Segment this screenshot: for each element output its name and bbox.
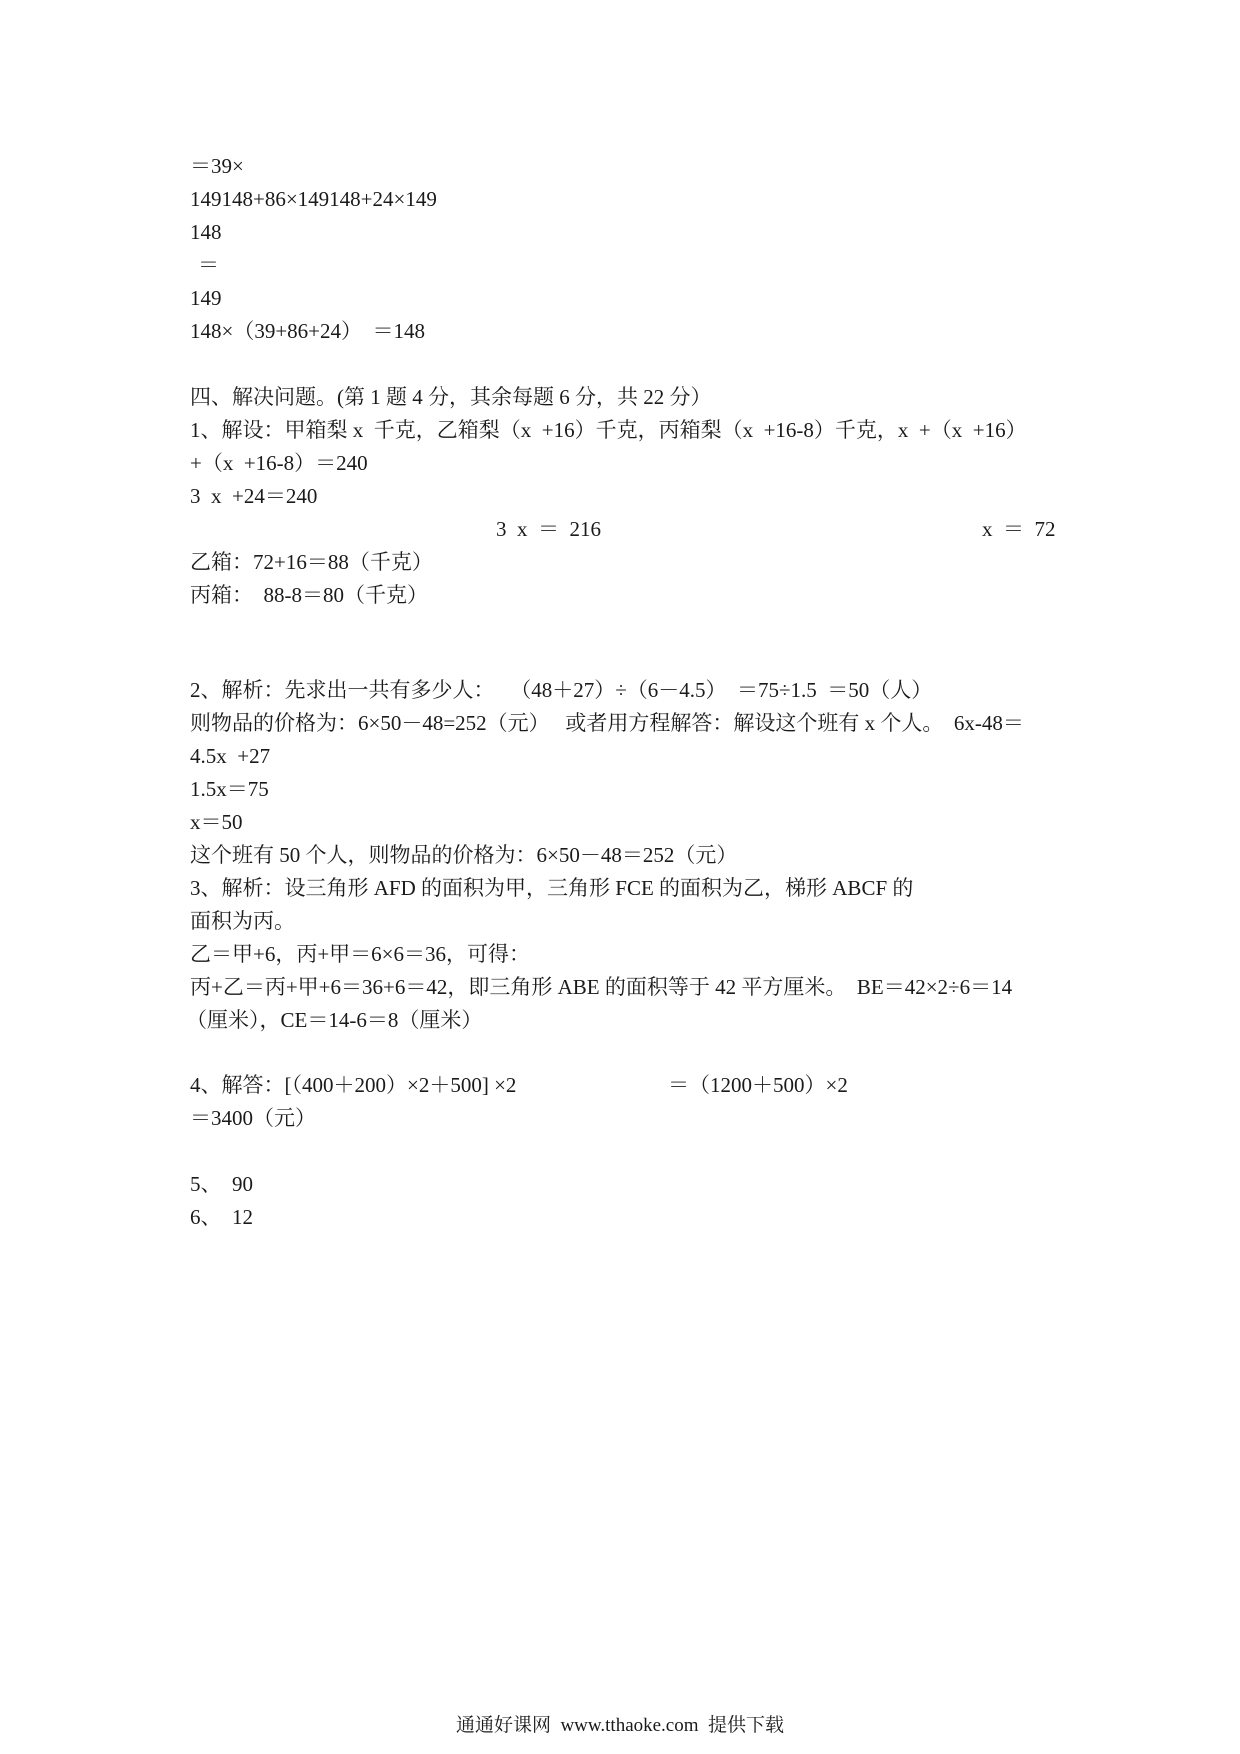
q3-line-4: 丙+乙＝丙+甲+6＝36+6＝42，即三角形 ABE 的面积等于 42 平方厘米。 BE＝42×2÷6＝14 bbox=[190, 975, 1013, 999]
q3-line-5: （厘米），CE＝14-6＝8（厘米） bbox=[186, 1008, 483, 1032]
calc-line-5: 149 bbox=[190, 286, 222, 310]
q1-line-4b: x ＝ 72 bbox=[982, 517, 1056, 541]
calc-line-1: ＝39× bbox=[190, 154, 244, 178]
calc-line-2: 149148+86×149148+24×149 bbox=[190, 187, 437, 211]
q2-line-3: 4.5x +27 bbox=[190, 744, 271, 768]
q1-line-2: +（x +16-8）＝240 bbox=[190, 451, 368, 475]
q3-line-2: 面积为丙。 bbox=[190, 909, 295, 933]
q3-line-1: 3、解析：设三角形 AFD 的面积为甲，三角形 FCE 的面积为乙，梯形 ABCF 的 bbox=[190, 876, 914, 900]
q1-line-6: 丙箱： 88-8＝80（千克） bbox=[190, 583, 428, 607]
q2-line-1: 2、解析：先求出一共有多少人： （48＋27）÷（6－4.5） ＝75÷1.5 ＝50（人） bbox=[190, 678, 933, 702]
calc-line-6: 148×（39+86+24） ＝148 bbox=[190, 319, 426, 343]
q2-line-2: 则物品的价格为：6×50－48=252（元） 或者用方程解答：解设这个班有 x 个人。 6x-48＝ bbox=[190, 711, 1024, 735]
q1-line-4a: 3 x ＝ 216 bbox=[496, 517, 601, 541]
section-heading: 四、解决问题。(第 1 题 4 分，其余每题 6 分，共 22 分） bbox=[190, 385, 712, 409]
q6-answer: 6、 12 bbox=[190, 1205, 253, 1229]
q2-line-5: x＝50 bbox=[190, 810, 243, 834]
q4-line-1b: ＝（1200＋500）×2 bbox=[668, 1073, 848, 1097]
calc-line-3: 148 bbox=[190, 220, 222, 244]
q2-line-4: 1.5x＝75 bbox=[190, 777, 269, 801]
q1-line-1: 1、解设：甲箱梨 x 千克，乙箱梨（x +16）千克，丙箱梨（x +16-8）千克，x +（x +16） bbox=[190, 418, 1027, 442]
q1-line-3: 3 x +24＝240 bbox=[190, 484, 318, 508]
q4-line-1a: 4、解答：[（400＋200）×2＋500] ×2 bbox=[190, 1073, 517, 1097]
footer-credit: 通通好课网 www.tthaoke.com 提供下载 bbox=[455, 1715, 785, 1736]
q4-line-2: ＝3400（元） bbox=[190, 1106, 316, 1130]
q1-line-5: 乙箱：72+16＝88（千克） bbox=[190, 550, 433, 574]
q5-answer: 5、 90 bbox=[190, 1172, 253, 1196]
calc-line-4: ＝ bbox=[198, 253, 219, 277]
q2-line-6: 这个班有 50 个人，则物品的价格为：6×50－48＝252（元） bbox=[190, 843, 738, 867]
q3-line-3: 乙＝甲+6，丙+甲＝6×6＝36，可得： bbox=[190, 942, 531, 966]
